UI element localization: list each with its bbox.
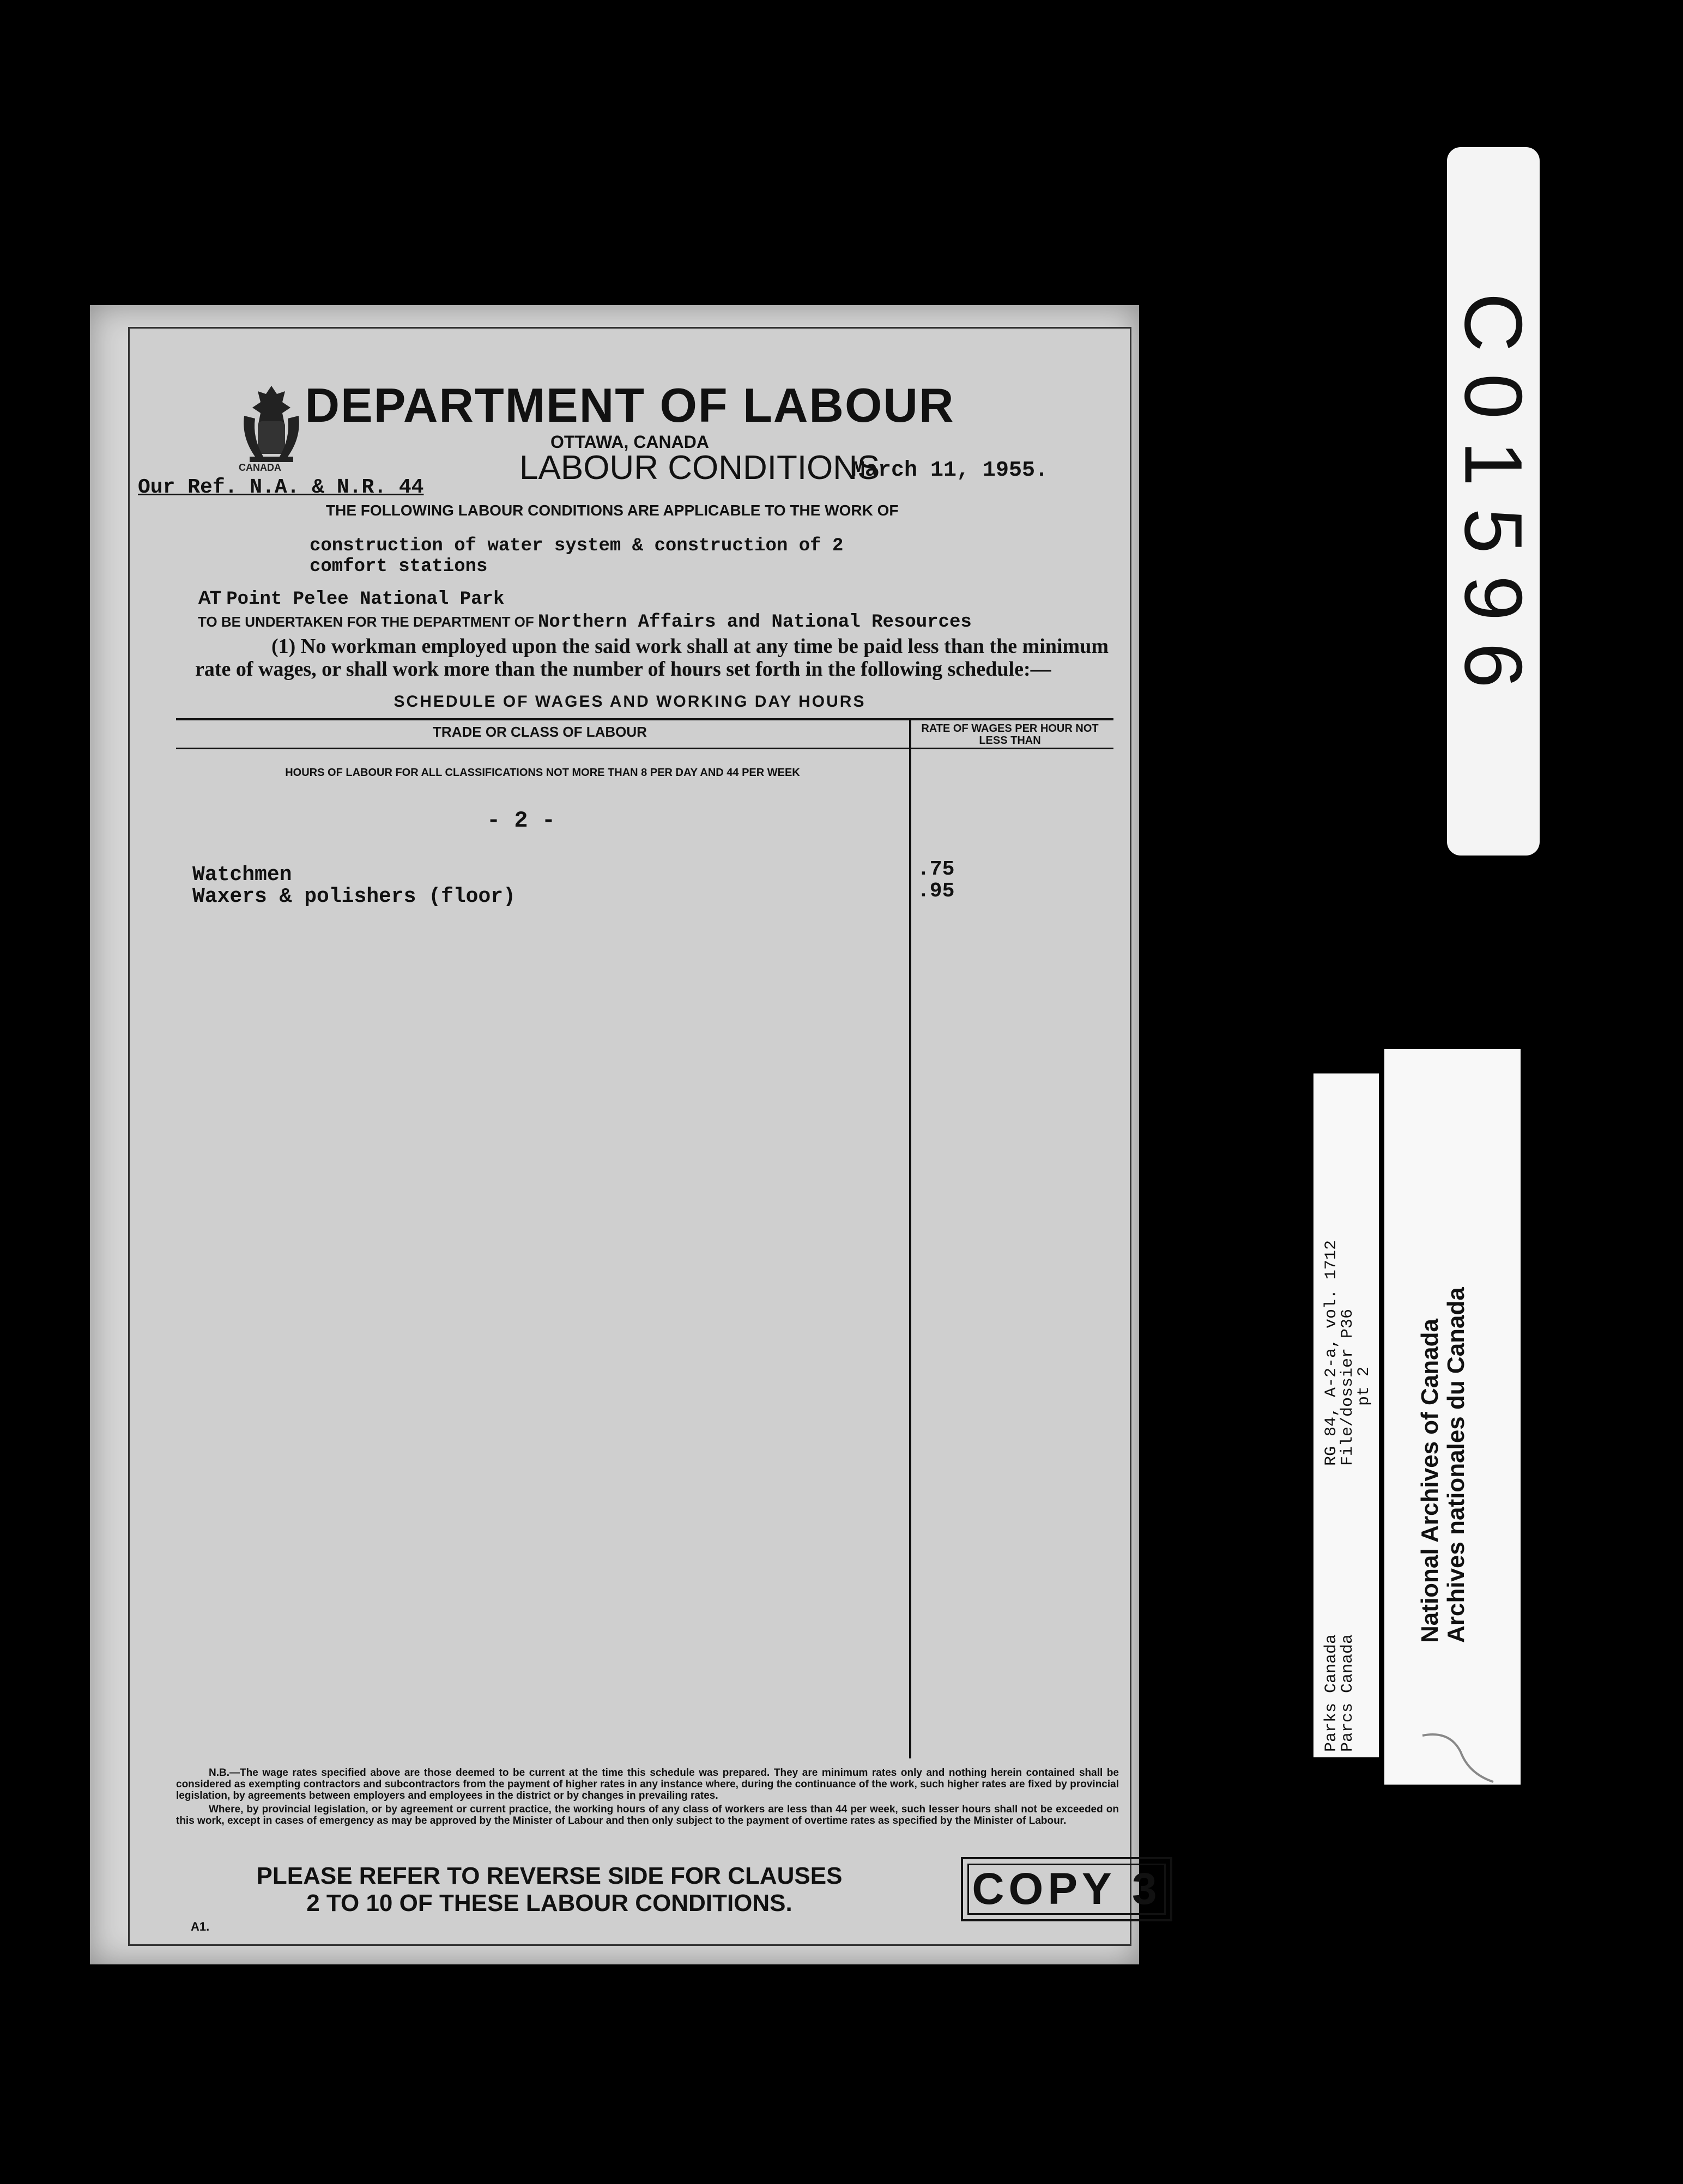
document-frame [128, 327, 1161, 1946]
labour-conditions-document [90, 305, 1161, 1964]
table-header [176, 720, 1113, 749]
document-date: March 11, 1955. [852, 458, 1049, 483]
archive-reference-block [1323, 1240, 1372, 1466]
table-row-rate: .95 [917, 879, 955, 903]
nota-bene-paragraph-2: Where, by provincial legislation, or by agreement or current practice, the working hours of any class of workers are less than 44 per week, such lesser hours shall not be exceeded on this work, except in cases of emergency as may be approved by the Minister of Labour and then only subject to the payment of overtime rates as specified by the Minister of Labour. [176, 1804, 1119, 1827]
location-line [198, 587, 504, 610]
schedule-heading: SCHEDULE OF WAGES AND WORKING DAY HOURS [393, 693, 866, 711]
source-block [1323, 1634, 1356, 1752]
department-value: Northern Affairs and National Resources [538, 612, 972, 633]
work-description-line-2: comfort stations [310, 556, 488, 577]
form-number: A1. [191, 1920, 210, 1933]
undertaken-label: TO BE UNDERTAKEN FOR THE DEPARTMENT OF [198, 614, 534, 630]
table-row-trade: Waxers & polishers (floor) [192, 885, 516, 908]
archives-name-fr: Archives nationales du Canada [1443, 1287, 1469, 1643]
refer-reverse-note [195, 1863, 904, 1917]
location-value: Point Pelee National Park [226, 589, 505, 610]
our-reference: Our Ref. N.A. & N.R. 44 [138, 476, 424, 499]
refer-line-2: 2 TO 10 OF THESE LABOUR CONDITIONS. [306, 1890, 792, 1916]
column-header-trade: TRADE OR CLASS OF LABOUR [433, 724, 647, 740]
table-row-trade: Watchmen [192, 863, 292, 887]
archives-name-en: National Archives of Canada [1416, 1319, 1443, 1643]
nota-bene [176, 1767, 1119, 1829]
work-description [310, 536, 964, 577]
hours-note: HOURS OF LABOUR FOR ALL CLASSIFICATIONS NOT MORE THAN 8 PER DAY AND 44 PER WEEK [285, 767, 800, 779]
archive-reference-line-3: pt 2 [1355, 1366, 1373, 1406]
column-divider [909, 720, 911, 1758]
archives-label [1384, 1049, 1521, 1785]
crest-label: CANADA [239, 462, 281, 473]
nota-bene-paragraph-1: N.B.—The wage rates specified above are those deemed to be current at the time this schedule was prepared. They are minimum rates only and nothing herein contained shall be considered as exempting contractors and subcontractors from the payment of higher rates in any instance where, during the continuance of the work, such higher rates are fixed by provincial legislation, by agreements between employers and employees in the district or by changes in prevailing rates. [176, 1767, 1119, 1801]
refer-line-1: PLEASE REFER TO REVERSE SIDE FOR CLAUSES [256, 1863, 843, 1889]
source-fr: Parcs Canada [1339, 1634, 1357, 1752]
clause-1: (1) No workman employed upon the said work shall at any time be paid less than the minimum rate of wages, or shall work more than the number of hours set forth in the following schedule:— [195, 635, 1109, 681]
department-line [198, 612, 972, 633]
copy-stamp [961, 1857, 1172, 1921]
string-loop-icon [1417, 1730, 1499, 1785]
at-label: AT [198, 587, 221, 608]
column-header-rate: RATE OF WAGES PER HOUR NOT LESS THAN [921, 723, 1099, 747]
archive-reference-label [1313, 1073, 1379, 1757]
wage-schedule-table [176, 718, 1113, 1758]
page-number: - 2 - [487, 808, 556, 834]
archives-name-block [1417, 1287, 1469, 1643]
archive-reference-line-1: RG 84, A-2-a, vol. 1712 [1322, 1240, 1341, 1466]
frame-number: C01596 [1448, 293, 1540, 710]
source-en: Parks Canada [1322, 1634, 1341, 1752]
frame-number-stamp [1447, 147, 1540, 856]
city-line: OTTAWA, CANADA [550, 432, 709, 452]
work-description-line-1: construction of water system & construction of 2 [310, 536, 844, 556]
table-row-rate: .75 [917, 858, 955, 881]
form-title: LABOUR CONDITIONS [519, 449, 880, 487]
applicable-line: THE FOLLOWING LABOUR CONDITIONS ARE APPLICABLE TO THE WORK OF [326, 502, 899, 519]
archive-reference-line-2: File/dossier P36 [1339, 1308, 1357, 1466]
department-title: DEPARTMENT OF LABOUR [305, 378, 955, 432]
copy-stamp-text: COPY 3 [967, 1864, 1166, 1915]
